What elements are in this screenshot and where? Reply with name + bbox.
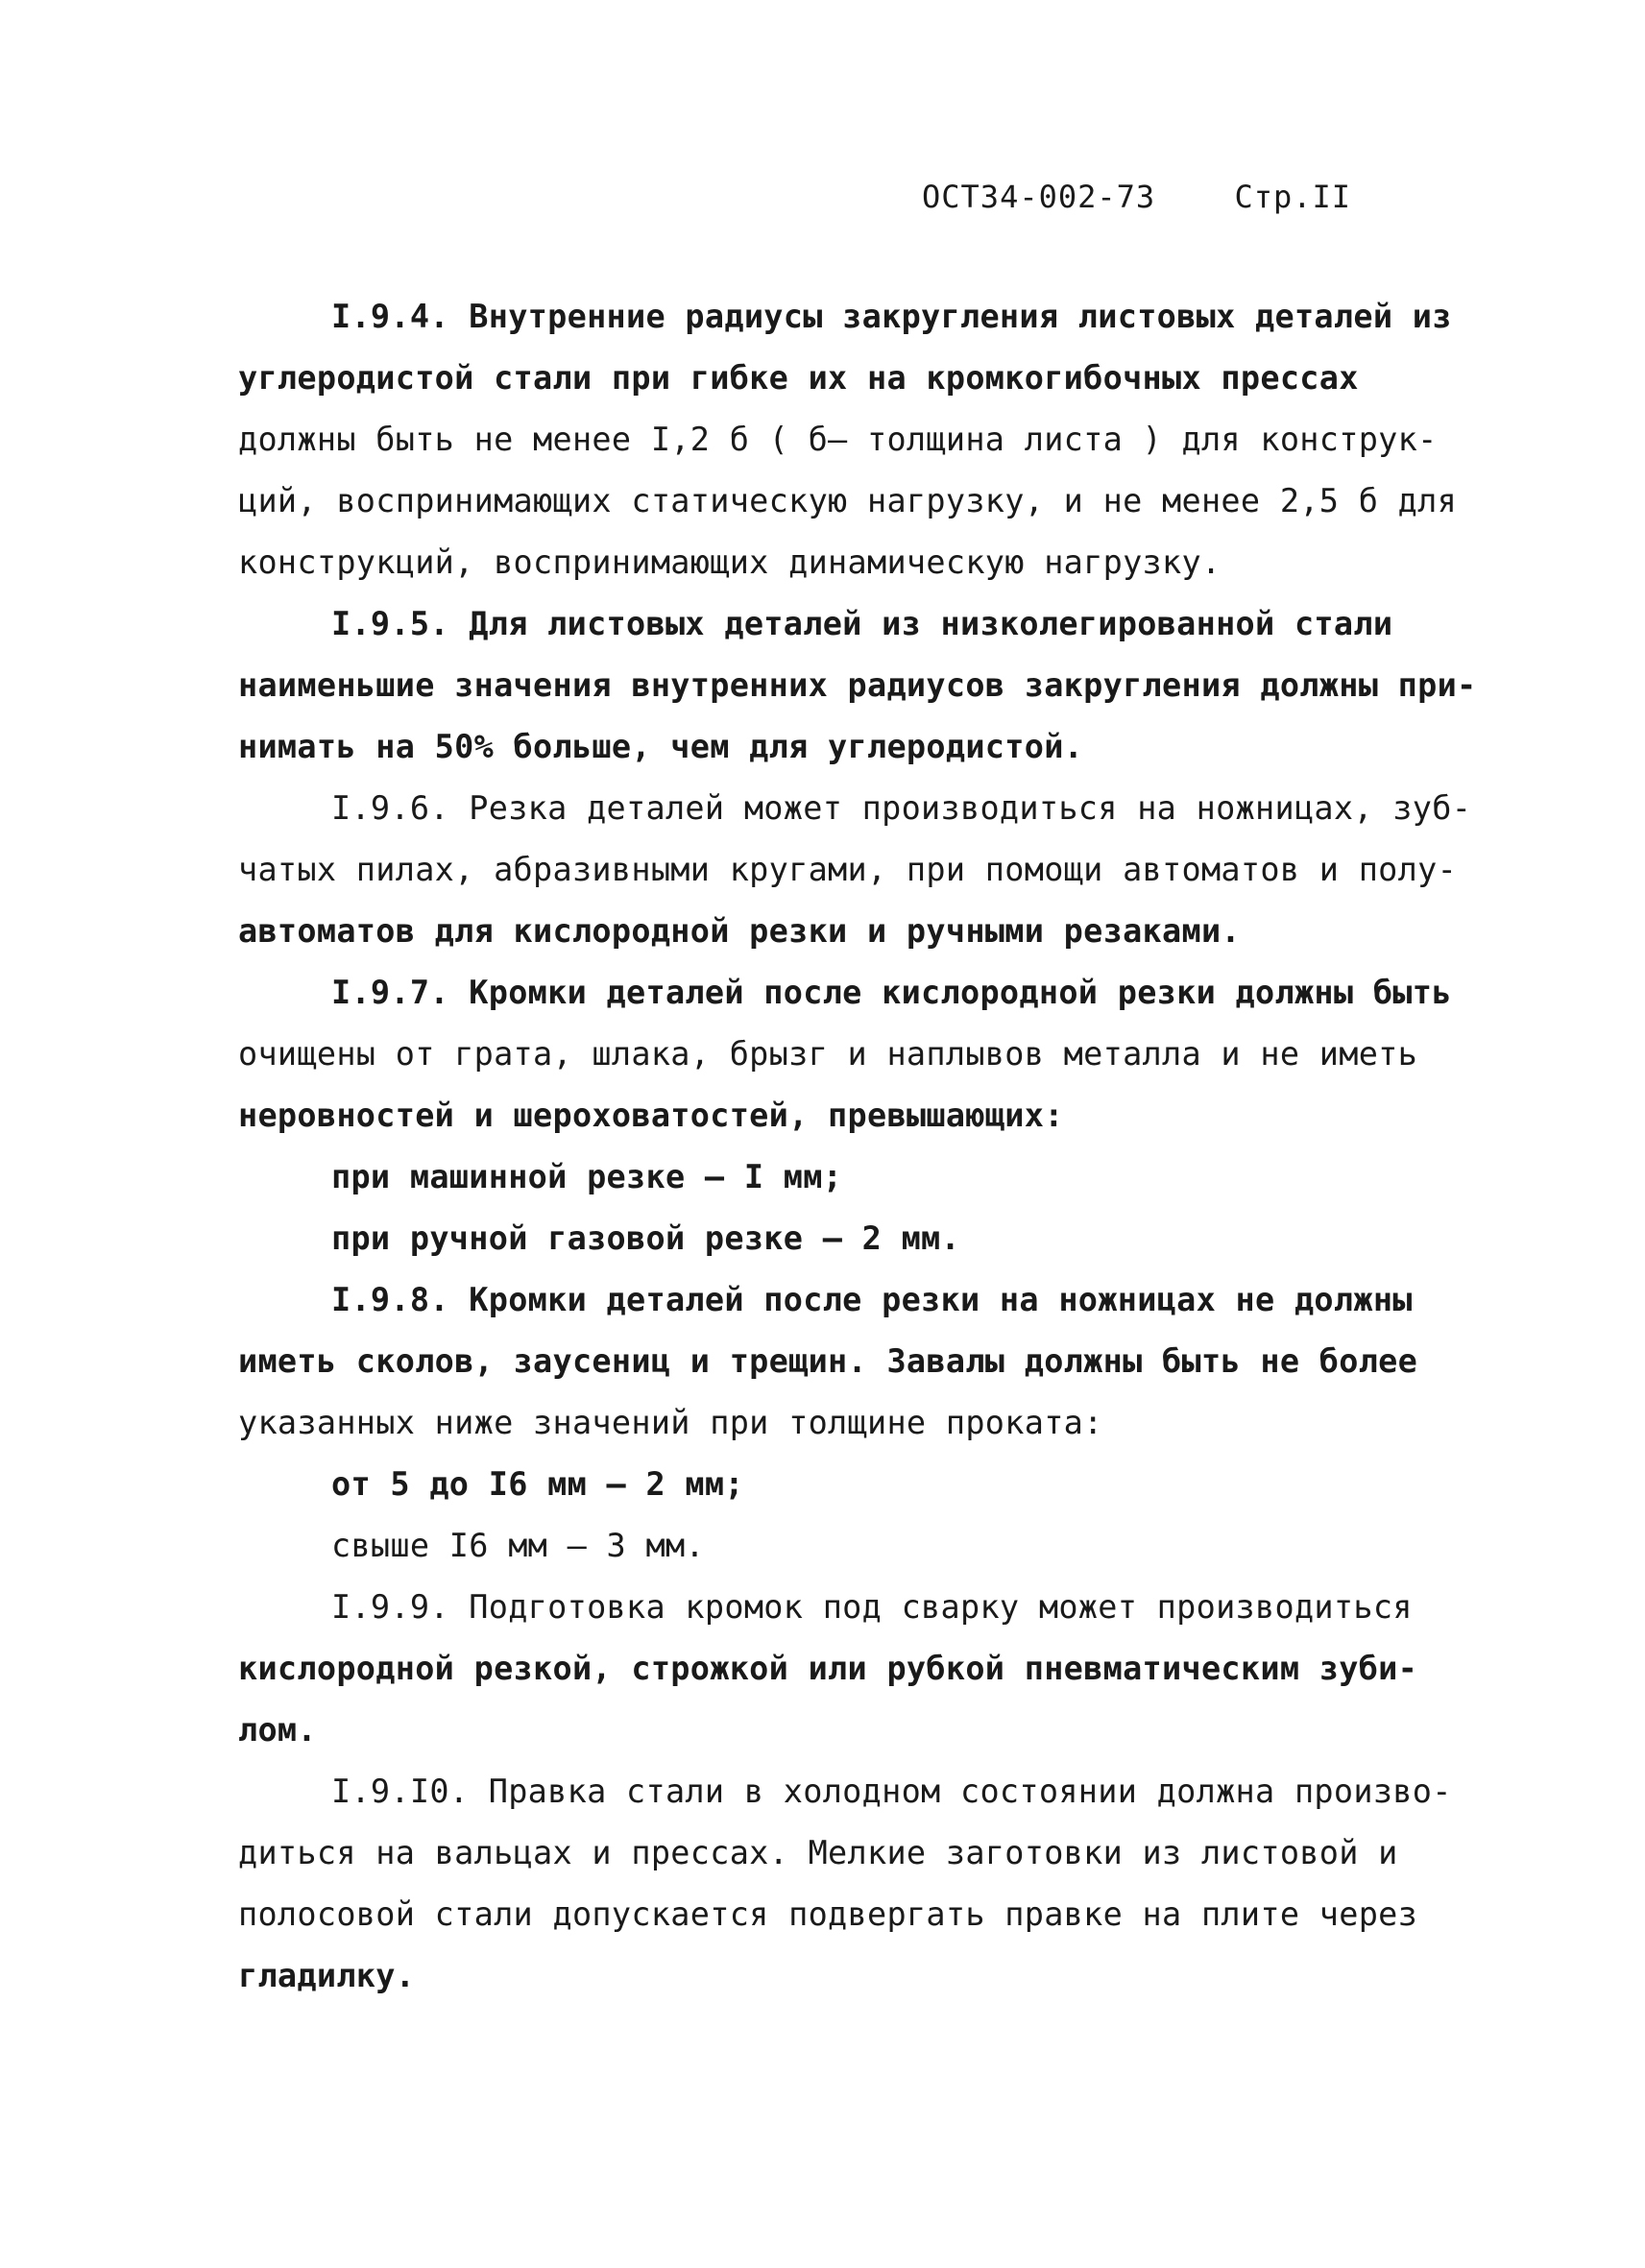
- text-line: при машинной резке – I мм;: [331, 1158, 843, 1195]
- text-line: наименьшие значения внутренних радиусов закругления должны при-: [238, 666, 1477, 704]
- text-line: от 5 до I6 мм – 2 мм;: [331, 1465, 744, 1503]
- text-line: должны быть не менее I,2 б ( б– толщина листа ) для конструк-: [238, 421, 1438, 458]
- text-line: ций, воспринимающих статическую нагрузку, и не менее 2,5 б для: [238, 482, 1458, 519]
- text-line: I.9.4. Внутренние радиусы закругления листовых деталей из: [331, 298, 1452, 335]
- text-line: очищены от грата, шлака, брызг и наплывов металла и не иметь: [238, 1035, 1418, 1073]
- text-line: неровностей и шероховатостей, превышающих:: [238, 1097, 1064, 1134]
- text-line: свыше I6 мм – 3 мм.: [331, 1527, 705, 1564]
- text-line: I.9.9. Подготовка кромок под сварку может производиться: [331, 1588, 1413, 1626]
- text-line: диться на вальцах и прессах. Мелкие заготовки из листовой и: [238, 1834, 1398, 1871]
- text-line: при ручной газовой резке – 2 мм.: [331, 1219, 960, 1257]
- text-line: конструкций, воспринимающих динамическую нагрузку.: [238, 543, 1222, 581]
- text-line: I.9.6. Резка деталей может производиться на ножницах, зуб-: [331, 789, 1472, 827]
- text-line: указанных ниже значений при толщине проката:: [238, 1404, 1103, 1441]
- page-header: [922, 179, 1460, 215]
- text-line: I.9.I0. Правка стали в холодном состоянии должна произво-: [331, 1773, 1452, 1810]
- text-line: лом.: [238, 1711, 317, 1749]
- text-line: автоматов для кислородной резки и ручными резаками.: [238, 912, 1241, 950]
- document-code: ОСТ34-002-73: [922, 179, 1156, 215]
- text-line: чатых пилах, абразивными кругами, при помощи автоматов и полу-: [238, 851, 1458, 888]
- text-line: полосовой стали допускается подвергать правке на плите через: [238, 1895, 1418, 1933]
- text-line: гладилку.: [238, 1957, 416, 1994]
- text-line: кислородной резкой, строжкой или рубкой пневматическим зуби-: [238, 1650, 1418, 1687]
- page-number: Стр.II: [1234, 179, 1352, 215]
- text-line: I.9.7. Кромки деталей после кислородной резки должны быть: [331, 974, 1452, 1011]
- text-line: углеродистой стали при гибке их на кромкогибочных прессах: [238, 359, 1359, 397]
- text-line: I.9.5. Для листовых деталей из низколегированной стали: [331, 605, 1393, 642]
- text-line: I.9.8. Кромки деталей после резки на ножницах не должны: [331, 1281, 1413, 1318]
- text-line: нимать на 50% больше, чем для углеродистой.: [238, 728, 1084, 765]
- text-line: иметь сколов, заусениц и трещин. Завалы должны быть не более: [238, 1342, 1418, 1380]
